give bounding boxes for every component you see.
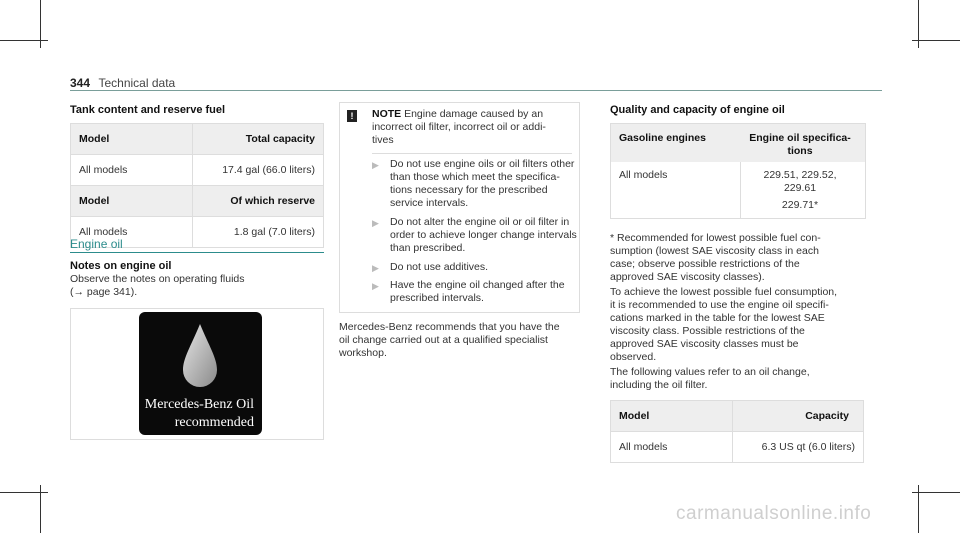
oil-spec-table [610,123,866,219]
note-bullet: ▶ Do not use engine oils or oil filters other than those which meet the specifica- tions necessary for the prescribed service intervals. [372,158,575,209]
oil-logo [139,312,262,435]
note-heading: NOTE Engine damage caused by an incorrect oil filter, incorrect oil or addi- tives [372,108,546,146]
table-header: Gasoline engines [619,132,706,144]
watermark: carmanualsonline.info [676,503,872,524]
bullet-arrow-icon: ▶ [372,160,379,170]
bullet-arrow-icon: ▶ [372,263,379,273]
note-bullet: ▶ Do not alter the engine oil or oil filter in order to achieve longer change intervals than prescribed. [372,216,577,254]
header-rule [70,90,882,91]
note-box [339,102,580,313]
notes-text: Observe the notes on operating fluids (→ page 341). [70,273,245,298]
oil-logo-frame [70,308,324,440]
bullet-arrow-icon: ▶ [372,281,379,291]
logo-text-line1: Mercedes-Benz Oil [144,397,254,412]
table-header: Model [71,124,193,155]
tank-table [70,123,324,248]
footnote-text: * Recommended for lowest possible fuel con- sumption (lowest SAE viscosity class in each case; observe possible restrictions of the approved SAE viscosity classes). [610,232,821,283]
table-cell: 1.8 gal (7.0 liters) [193,217,324,248]
warning-icon: ! [347,110,357,122]
logo-text-line2: recommended [174,415,254,430]
note-divider [372,153,572,154]
table-cell: All models [71,217,193,248]
page-number: 344 [70,76,91,90]
capacity-table [610,400,864,463]
engine-oil-rule [70,252,324,253]
table-header: Total capacity [193,124,324,155]
engine-oil-heading: Engine oil [70,237,123,251]
achieve-text: To achieve the lowest possible fuel consumption, it is recommended to use the engine oil specifi- cations marked in the table for the lowest SAE viscosity class. Possible restrictions of the approved SAE viscosity classes must be observed. [610,286,838,363]
table-cell: 6.3 US qt (6.0 liters) [733,432,864,463]
table-header: Model [71,186,193,217]
table-header: Engine oil specifica- tions [749,132,851,157]
recommend-text: Mercedes-Benz recommends that you have the oil change carried out at a qualified specialist workshop. [339,321,560,359]
crop-mark [0,40,48,41]
following-text: The following values refer to an oil change, including the oil filter. [610,366,810,391]
table-cell: All models [611,432,733,463]
table-cell: 229.51, 229.52, 229.61 229.71* [763,169,837,211]
note-bullet: ▶ Have the engine oil changed after the prescribed intervals. [372,279,565,304]
table-header: Capacity [733,401,864,432]
table-cell: All models [71,155,193,186]
note-label: NOTE [372,108,402,120]
table-header: Of which reserve [193,186,324,217]
bullet-arrow-icon: ▶ [372,218,379,228]
crop-mark [0,492,48,493]
notes-title: Notes on engine oil [70,260,172,272]
quality-title: Quality and capacity of engine oil [610,104,785,116]
tank-title: Tank content and reserve fuel [70,104,226,116]
table-header: Model [611,401,733,432]
section-title: Technical data [98,76,176,90]
table-cell: All models [619,169,668,181]
table-cell: 17.4 gal (66.0 liters) [193,155,324,186]
crop-mark [912,40,960,41]
crop-mark [912,492,960,493]
note-bullet: ▶ Do not use additives. [372,261,489,273]
